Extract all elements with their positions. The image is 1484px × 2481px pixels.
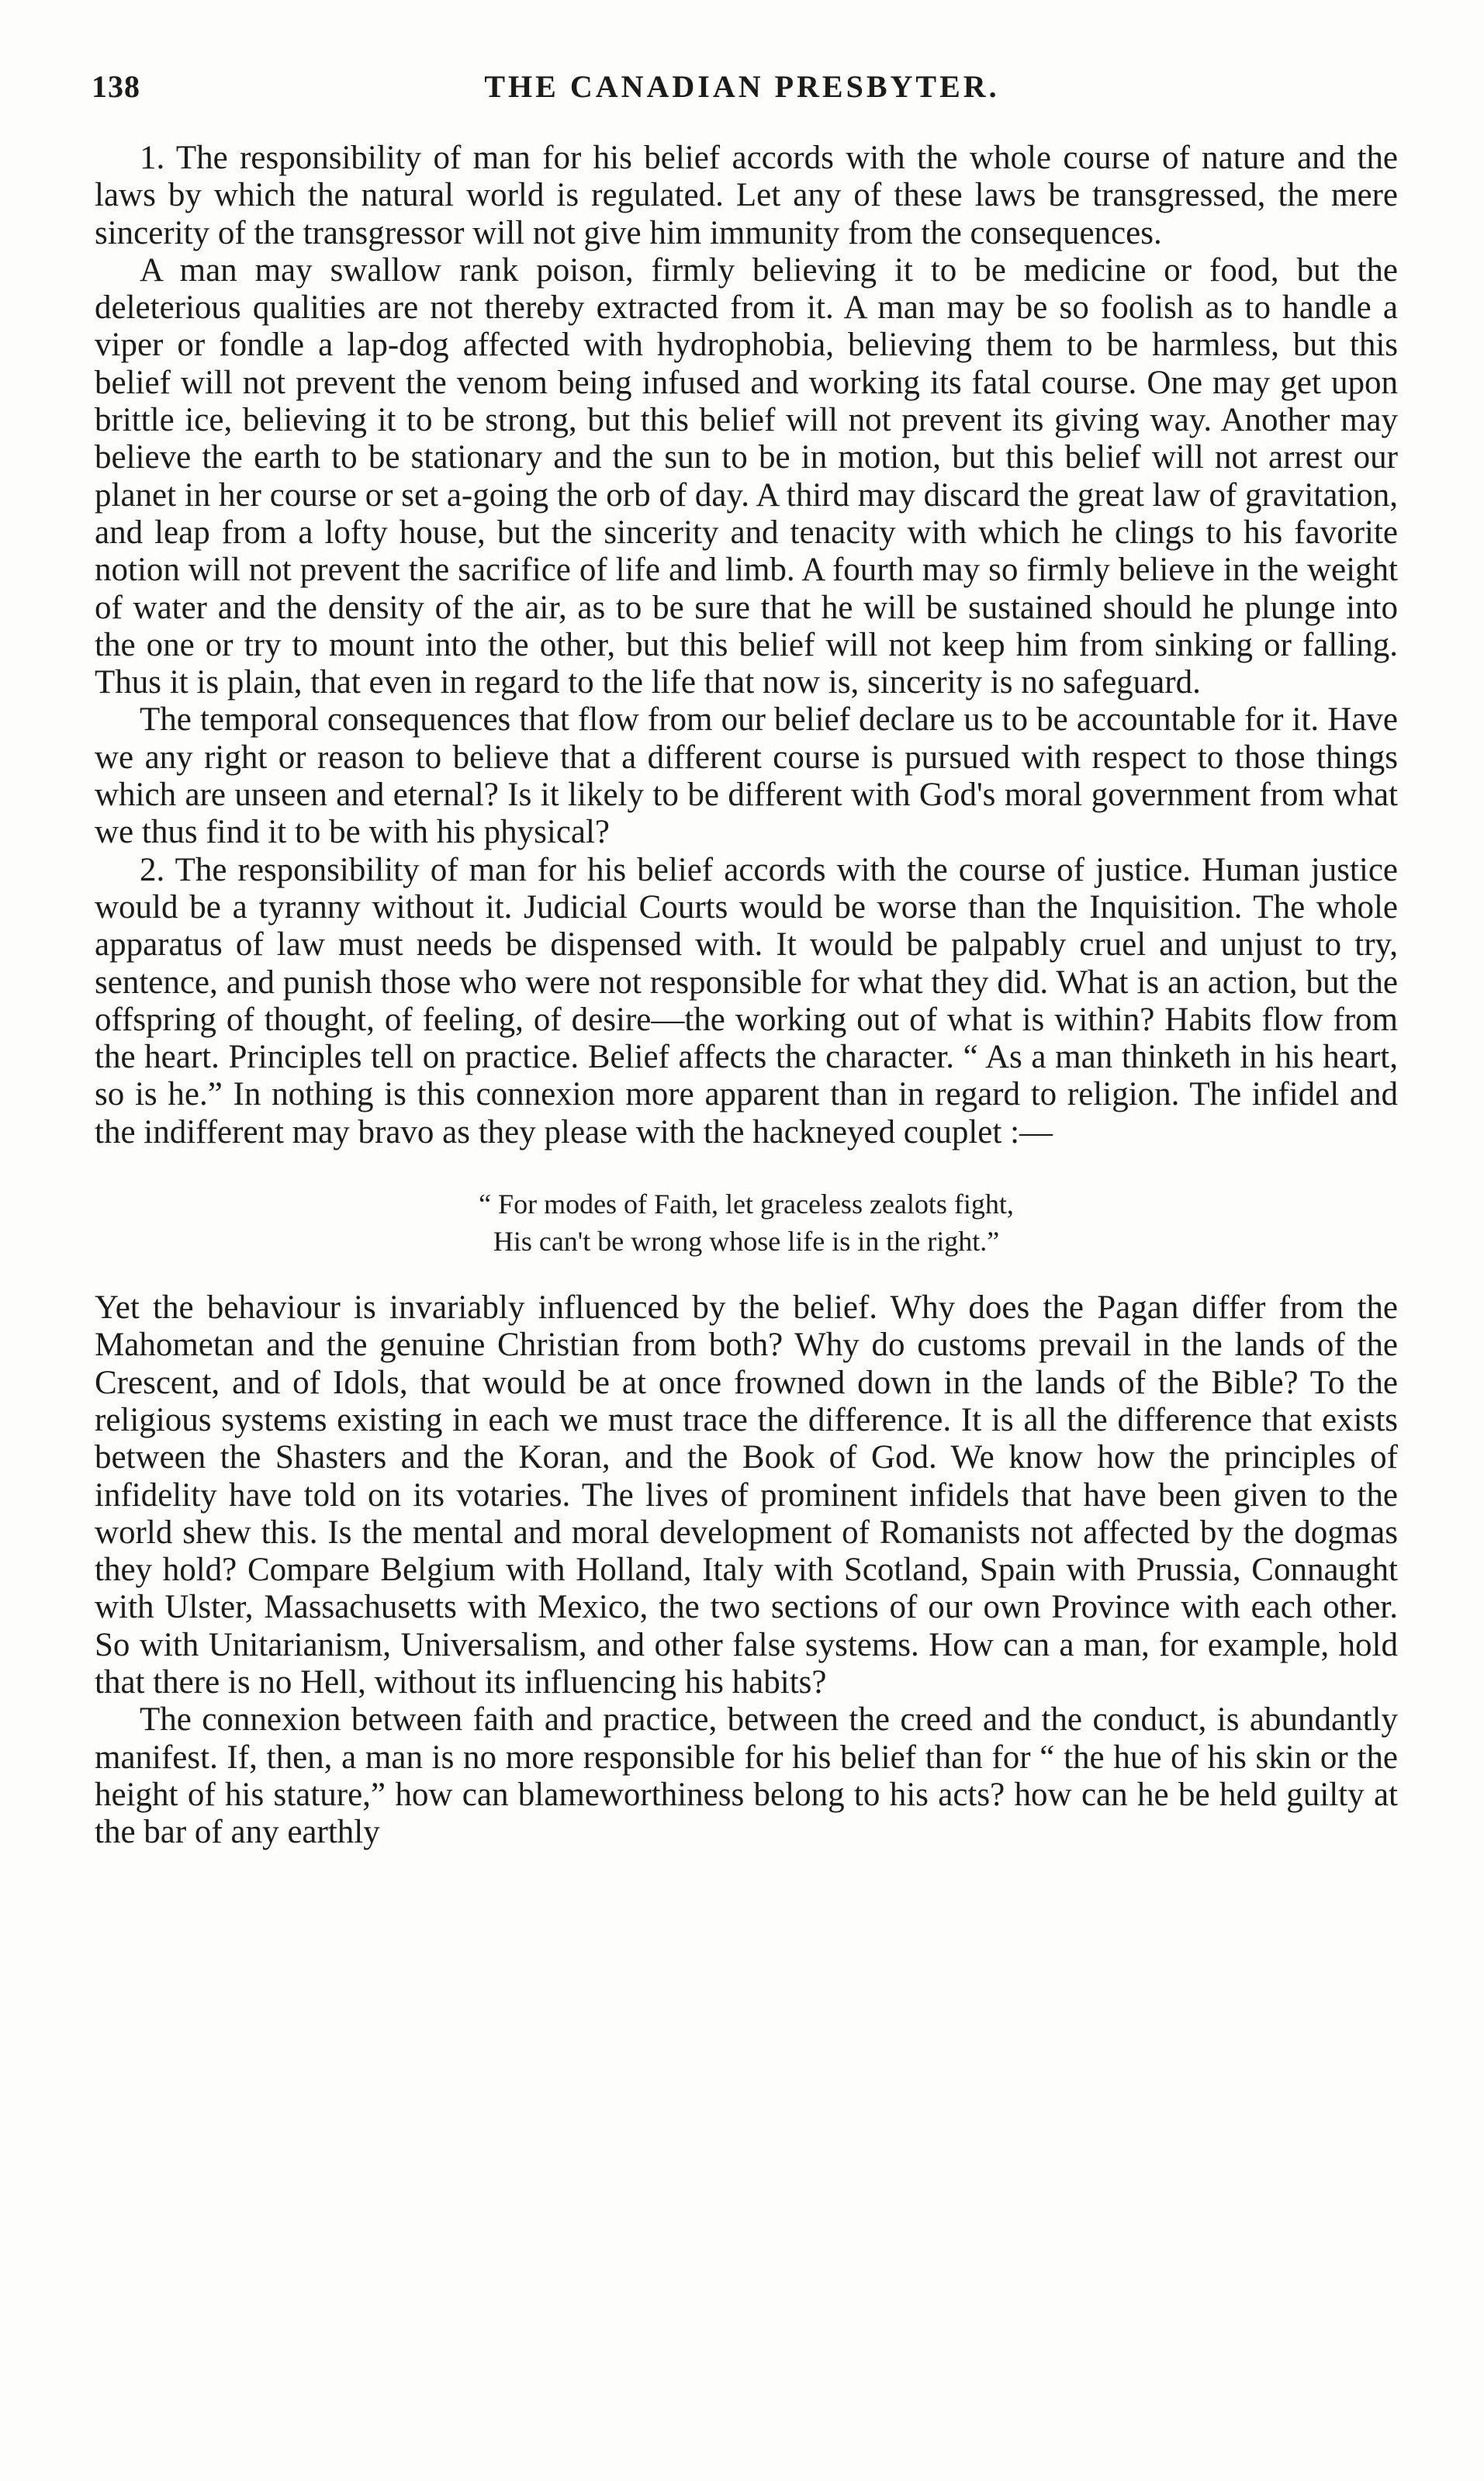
paragraph-1: 1. The responsibility of man for his belief accords with the whole course of nature and the laws by which the natural world is regulated. Let any of these laws be transgressed, the mere sincerity of the transgressor will not give him immunity from the consequences.	[95, 140, 1398, 251]
paragraph-5: Yet the behaviour is invariably influenced by the belief. Why does the Pagan differ from the Mahometan and the genuine Christian from both? Why do customs prevail in the lands of the Crescent, and of Idols, that would be at once frowned down in the lands of the Bible? To the religious systems existing in each we must trace the difference. It is all the difference that exists between the Shasters and the Koran, and the Book of God. We know how the principles of infidelity have told on its votaries. The lives of prominent infidels that have been given to the world shew this. Is the mental and moral development of Romanists not affected by the dogmas they hold? Compare Belgium with Holland, Italy with Scotland, Spain with Prussia, Connaught with Ulster, Massachusetts with Mexico, the two sections of our own Province with each other. So with Unitarianism, Universalism, and other false systems. How can a man, for example, hold that there is no Hell, without its influencing his habits?	[95, 1289, 1398, 1701]
running-head	[92, 68, 1392, 115]
paragraph-3: The temporal consequences that flow from our belief declare us to be accountable for it. Have we any right or reason to believe that a different course is pursued with respect to those things which are unseen and eternal? Is it likely to be different with God's moral government from what we thus find it to be with his physical?	[95, 701, 1398, 851]
paragraph-4: 2. The responsibility of man for his belief accords with the course of justice. Human justice would be a tyranny without it. Judicial Courts would be worse than the Inquisition. The whole apparatus of law must needs be dispensed with. It would be palpably cruel and unjust to try, sentence, and punish those who were not responsible for what they did. What is an action, but the offspring of thought, of feeling, of desire—the working out of what is within? Habits flow from the heart. Principles tell on practice. Belief affects the character. “ As a man thinketh in his heart, so is he.” In nothing is this connexion more apparent than in regard to religion. The infidel and the indifferent may bravo as they please with the hackneyed couplet :—	[95, 851, 1398, 1151]
quoted-couplet	[95, 1185, 1398, 1260]
article-body	[95, 140, 1398, 1851]
paragraph-6: The connexion between faith and practice, between the creed and the conduct, is abundantly manifest. If, then, a man is no more responsible for his belief than for “ the hue of his skin or the height of his stature,” how can blameworthiness belong to his acts? how can he be held guilty at the bar of any earthly	[95, 1701, 1398, 1851]
paragraph-2: A man may swallow rank poison, firmly believing it to be medicine or food, but the deleterious qualities are not thereby extracted from it. A man may be so foolish as to handle a viper or fondle a lap-dog affected with hydrophobia, believing them to be harmless, but this belief will not prevent the venom being infused and working its fatal course. One may get upon brittle ice, believing it to be strong, but this belief will not prevent its giving way. Another may believe the earth to be stationary and the sun to be in motion, but this belief will not arrest our planet in her course or set a-going the orb of day. A third may discard the great law of gravitation, and leap from a lofty house, but the sincerity and tenacity with which he clings to his favorite notion will not prevent the sacrifice of life and limb. A fourth may so firmly believe in the weight of water and the density of the air, as to be sure that he will be sustained should he plunge into the one or try to mount into the other, but this belief will not keep him from sinking or falling. Thus it is plain, that even in regard to the life that now is, sincerity is no safeguard.	[95, 251, 1398, 701]
journal-title: THE CANADIAN PRESBYTER.	[484, 69, 1000, 104]
couplet-line-2: His can't be wrong whose life is in the right.”	[493, 1226, 1000, 1258]
page-number: 138	[92, 69, 140, 104]
couplet-line-1: “ For modes of Faith, let graceless zealots fight,	[479, 1189, 1014, 1220]
